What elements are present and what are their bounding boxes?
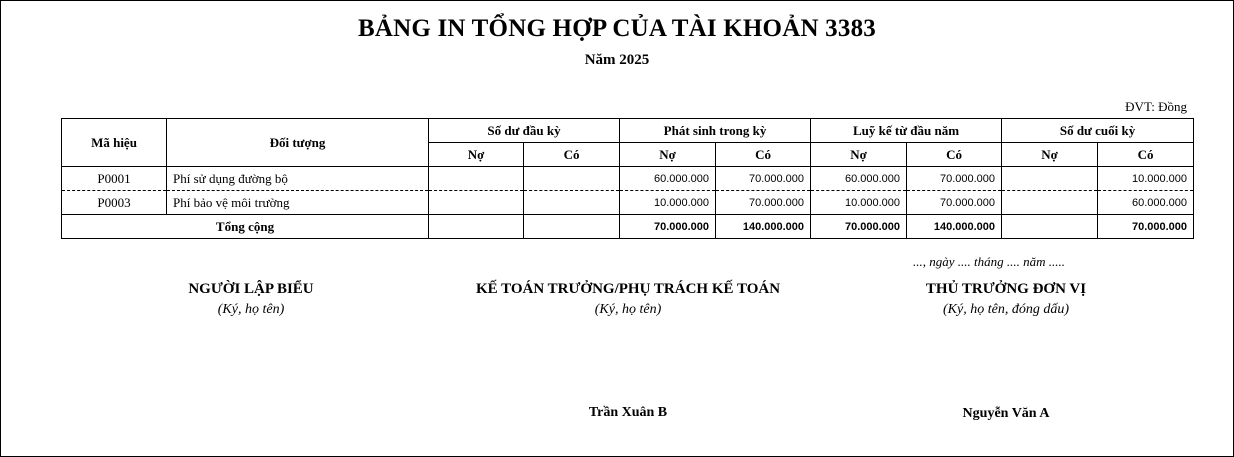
cell-ytd-credit: 70.000.000 xyxy=(907,191,1002,215)
cell-period-debit: 10.000.000 xyxy=(620,191,716,215)
total-closing-credit: 70.000.000 xyxy=(1098,215,1194,239)
accountant-hint: (Ký, họ tên) xyxy=(594,302,662,317)
cell-opening-debit xyxy=(429,167,524,191)
table-row xyxy=(62,167,1194,191)
header-debit: Nợ xyxy=(811,143,907,167)
header-debit: Nợ xyxy=(429,143,524,167)
total-period-credit: 140.000.000 xyxy=(716,215,811,239)
cell-closing-debit xyxy=(1002,191,1098,215)
header-ytd: Luỹ kế từ đầu năm xyxy=(811,119,1002,143)
cell-period-credit: 70.000.000 xyxy=(716,191,811,215)
cell-ytd-credit: 70.000.000 xyxy=(907,167,1002,191)
cell-ytd-debit: 60.000.000 xyxy=(811,167,907,191)
total-ytd-debit: 70.000.000 xyxy=(811,215,907,239)
summary-table xyxy=(61,118,1194,239)
header-credit: Có xyxy=(1098,143,1194,167)
preparer-role: NGƯỜI LẬP BIỂU xyxy=(188,281,314,297)
header-code: Mã hiệu xyxy=(62,119,167,167)
total-opening-debit xyxy=(429,215,524,239)
header-credit: Có xyxy=(524,143,620,167)
report-year: Năm 2025 xyxy=(584,52,650,68)
total-period-debit: 70.000.000 xyxy=(620,215,716,239)
header-period-movement: Phát sinh trong kỳ xyxy=(620,119,811,143)
cell-opening-debit xyxy=(429,191,524,215)
table-row xyxy=(62,191,1194,215)
report-title: BẢNG IN TỔNG HỢP CỦA TÀI KHOẢN 3383 xyxy=(358,15,876,42)
cell-object: Phí sử dụng đường bộ xyxy=(167,167,429,191)
total-closing-debit xyxy=(1002,215,1098,239)
cell-code: P0001 xyxy=(62,167,167,191)
cell-object: Phí bảo vệ môi trường xyxy=(167,191,429,215)
cell-closing-credit: 60.000.000 xyxy=(1098,191,1194,215)
preparer-signature-block xyxy=(151,281,351,318)
cell-opening-credit xyxy=(524,191,620,215)
cell-period-credit: 70.000.000 xyxy=(716,167,811,191)
cell-closing-credit: 10.000.000 xyxy=(1098,167,1194,191)
cell-code: P0003 xyxy=(62,191,167,215)
header-row-group xyxy=(62,119,1194,143)
accountant-role: KẾ TOÁN TRƯỞNG/PHỤ TRÁCH KẾ TOÁN xyxy=(475,281,781,297)
header-object: Đối tượng xyxy=(167,119,429,167)
header-credit: Có xyxy=(907,143,1002,167)
header-credit: Có xyxy=(716,143,811,167)
cell-ytd-debit: 10.000.000 xyxy=(811,191,907,215)
date-line: ..., ngày .... tháng .... năm ..... xyxy=(913,254,1066,269)
header-debit: Nợ xyxy=(620,143,716,167)
director-signature-block xyxy=(886,281,1126,318)
accountant-name: Trần Xuân B xyxy=(588,405,668,420)
director-role: THỦ TRƯỞNG ĐƠN VỊ xyxy=(925,281,1087,297)
cell-period-debit: 60.000.000 xyxy=(620,167,716,191)
currency-unit: ĐVT: Đồng xyxy=(1125,99,1187,114)
director-name: Nguyễn Văn A xyxy=(962,406,1050,421)
header-debit: Nợ xyxy=(1002,143,1098,167)
accountant-signature-block xyxy=(448,281,808,318)
header-opening-balance: Số dư đầu kỳ xyxy=(429,119,620,143)
total-row xyxy=(62,215,1194,239)
cell-opening-credit xyxy=(524,167,620,191)
director-hint: (Ký, họ tên, đóng dấu) xyxy=(943,302,1069,317)
cell-closing-debit xyxy=(1002,167,1098,191)
preparer-hint: (Ký, họ tên) xyxy=(217,302,285,317)
total-opening-credit xyxy=(524,215,620,239)
total-label: Tổng cộng xyxy=(62,215,429,239)
header-closing-balance: Số dư cuối kỳ xyxy=(1002,119,1194,143)
total-ytd-credit: 140.000.000 xyxy=(907,215,1002,239)
